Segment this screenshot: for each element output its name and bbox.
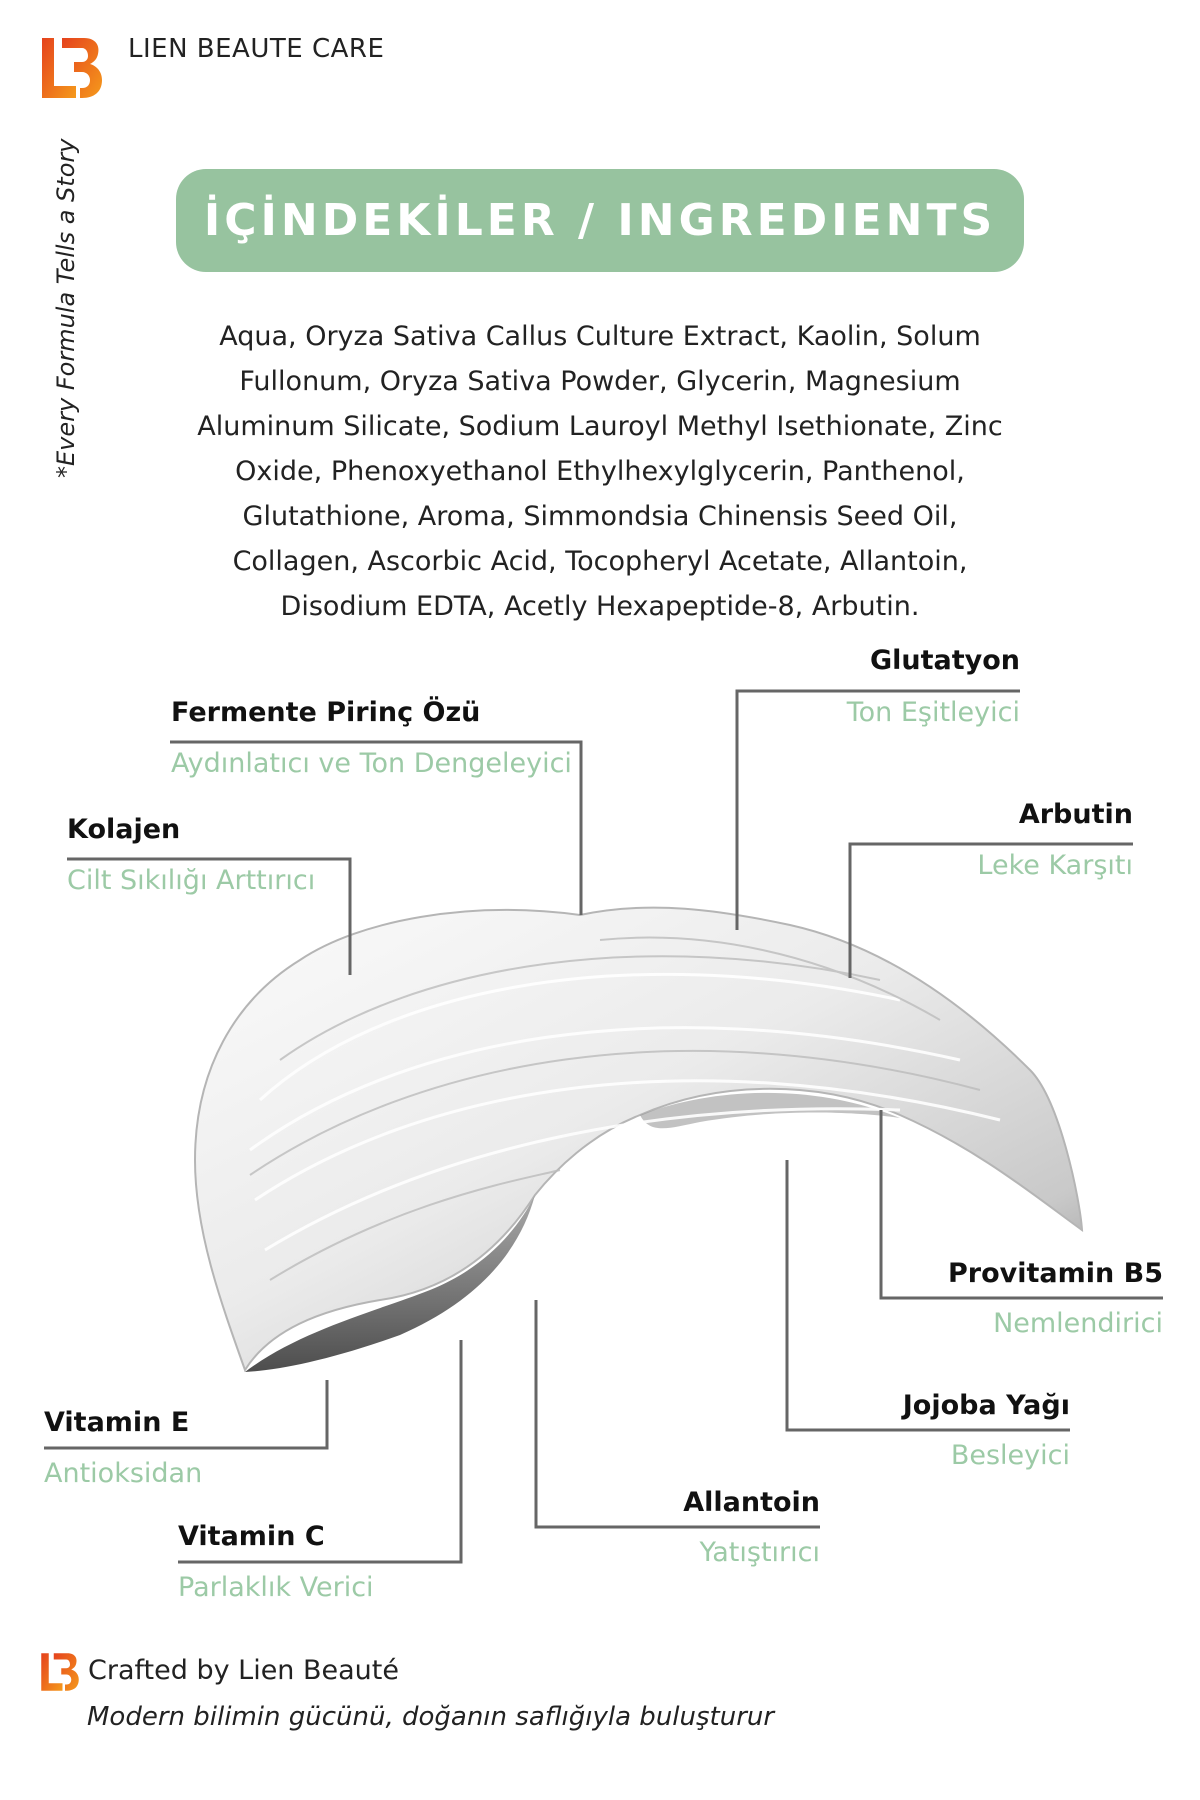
callout-provitamin-benefit: Nemlendirici <box>993 1308 1163 1339</box>
callout-allantoin-benefit: Yatıştırıcı <box>699 1537 820 1568</box>
ingredient-line: Collagen, Ascorbic Acid, Tocopheryl Acetate, Allantoin, <box>232 546 968 577</box>
callout-kolajen-benefit: Cilt Sıkılığı Arttırıcı <box>67 865 316 896</box>
ingredient-line: Disodium EDTA, Acetly Hexapeptide-8, Arbutin. <box>280 591 920 622</box>
ingredient-line: Oxide, Phenoxyethanol Ethylhexylglycerin, Panthenol, <box>235 456 965 487</box>
callout-jojoba-name: Jojoba Yağı <box>902 1390 1070 1421</box>
vertical-tagline: *Every Formula Tells a Story <box>52 138 80 478</box>
callout-jojoba-benefit: Besleyici <box>950 1440 1070 1471</box>
footer-tagline: Modern bilimin gücünü, doğanın saflığıyla buluşturur <box>87 1702 775 1732</box>
cream-swatch-icon <box>195 908 1082 1372</box>
callout-arbutin-name: Arbutin <box>1018 799 1133 830</box>
callout-glutatyon-name: Glutatyon <box>869 645 1020 676</box>
callout-vitamin-c-name: Vitamin C <box>178 1521 325 1552</box>
callout-fermente-name: Fermente Pirinç Özü <box>171 697 481 728</box>
callout-allantoin-name: Allantoin <box>683 1487 820 1518</box>
callout-glutatyon-benefit: Ton Eşitleyici <box>846 697 1020 728</box>
callout-provitamin-name: Provitamin B5 <box>947 1258 1163 1289</box>
ingredient-line: Aluminum Silicate, Sodium Lauroyl Methyl Isethionate, Zinc <box>197 411 1003 442</box>
callout-fermente-benefit: Aydınlatıcı ve Ton Dengeleyici <box>171 748 572 779</box>
ingredient-line: Fullonum, Oryza Sativa Powder, Glycerin, Magnesium <box>239 366 961 397</box>
callout-kolajen-name: Kolajen <box>67 814 181 845</box>
ingredient-line: Aqua, Oryza Sativa Callus Culture Extract, Kaolin, Solum <box>219 321 981 352</box>
callout-arbutin-benefit: Leke Karşıtı <box>977 850 1133 881</box>
brand-name: LIEN BEAUTE CARE <box>128 34 385 64</box>
footer-crafted-by: Crafted by Lien Beauté <box>88 1655 399 1686</box>
ingredients-title: İÇİNDEKİLER / INGREDIENTS <box>203 195 997 246</box>
callout-vitamin-c-benefit: Parlaklık Verici <box>178 1572 374 1603</box>
ingredient-line: Glutathione, Aroma, Simmondsia Chinensis Seed Oil, <box>242 501 958 532</box>
footer-logo-icon <box>40 1652 80 1692</box>
callout-vitamin-e-benefit: Antioksidan <box>44 1458 203 1489</box>
callout-vitamin-e-name: Vitamin E <box>44 1407 190 1438</box>
